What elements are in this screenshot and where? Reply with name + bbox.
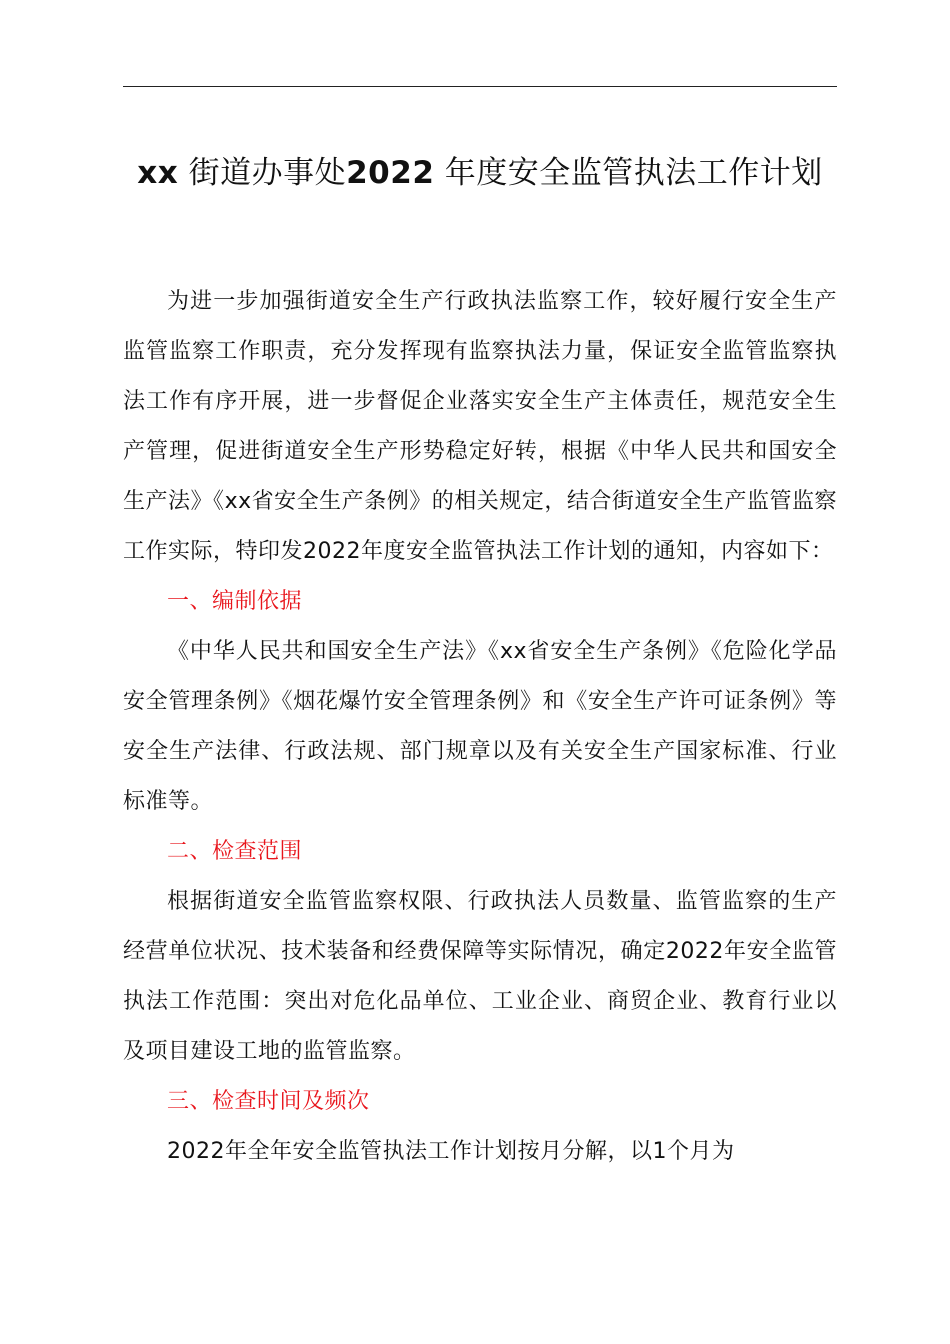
header-rule	[123, 86, 837, 87]
title-prefix: xx	[137, 155, 179, 191]
section-heading-scope: 二、检查范围	[167, 839, 303, 864]
section-text-scope: 根据街道安全监管监察权限、行政执法人员数量、监管监察的生产经营单位状况、技术装备和经费保障等实际情况，确定2022年安全监管执法工作范围：突出对危化品单位、工业企业、商贸企业、教育行业以及项目建设工地的监管监察。	[123, 889, 837, 1064]
section-text-schedule: 2022年全年安全监管执法工作计划按月分解，以1个月为	[167, 1139, 735, 1164]
intro-paragraph: 为进一步加强街道安全生产行政执法监察工作，较好履行安全生产监管监察工作职责，充分发挥现有监察执法力量，保证安全监管监察执法工作有序开展，进一步督促企业落实安全生产主体责任，规范安全生产管理，促进街道安全生产形势稳定好转，根据《中华人民共和国安全生产法》《xx省安全生产条例》的相关规定，结合街道安全生产监管监察工作实际，特印发2022年度安全监管执法工作计划的通知，内容如下：	[123, 289, 837, 564]
section-heading-basis: 一、编制依据	[167, 589, 303, 614]
title-rest: 年度安全监管执法工作计划	[444, 155, 823, 191]
title-org: 街道办事处	[188, 155, 347, 191]
document-title	[123, 150, 837, 196]
document-body	[123, 277, 837, 1177]
section-heading-schedule: 三、检查时间及频次	[167, 1089, 370, 1114]
section-text-basis: 《中华人民共和国安全生产法》《xx省安全生产条例》《危险化学品安全管理条例》《烟花爆竹安全管理条例》和《安全生产许可证条例》等安全生产法律、行政法规、部门规章以及有关安全生产国家标准、行业标准等。	[123, 639, 837, 814]
title-year: 2022	[346, 155, 435, 191]
